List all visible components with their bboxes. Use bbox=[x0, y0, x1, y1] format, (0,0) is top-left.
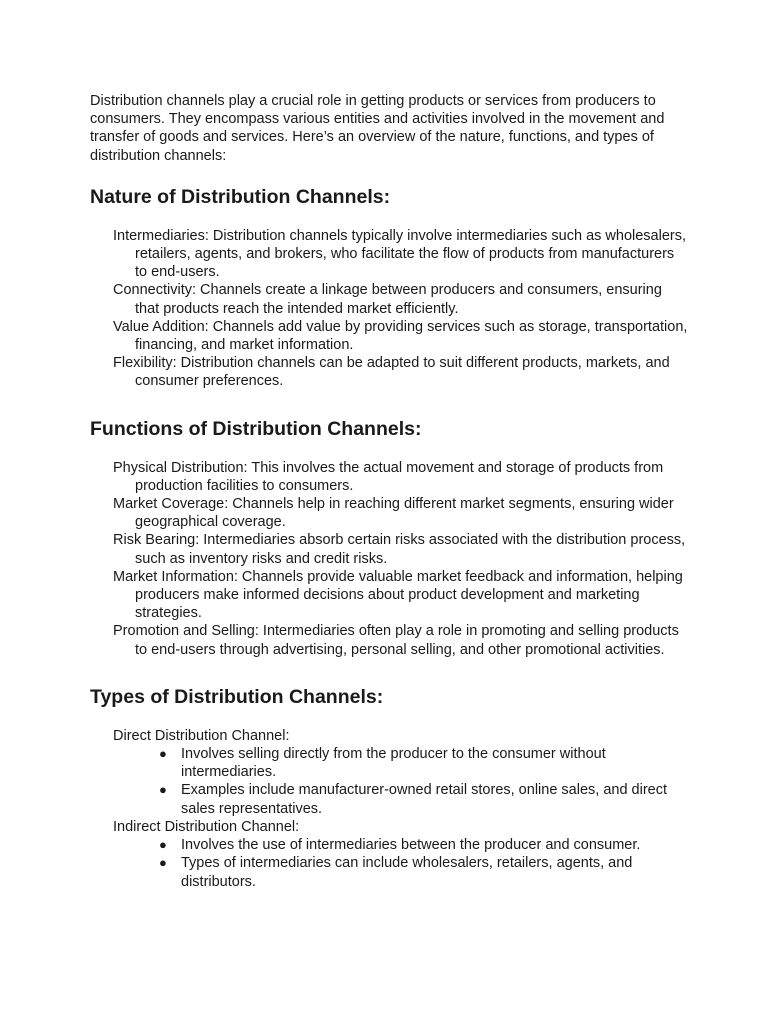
bullet-text: Types of intermediaries can include wholesalers, retailers, agents, and distributors. bbox=[181, 855, 633, 890]
nature-item-value-addition: Value Addition: Channels add value by providing services such as storage, transportation, financing, and market information. bbox=[113, 318, 688, 354]
bullet-icon: ● bbox=[159, 782, 167, 798]
indirect-channel-heading: Indirect Distribution Channel: bbox=[113, 818, 300, 835]
list-item bbox=[159, 781, 690, 817]
nature-item-connectivity: Connectivity: Channels create a linkage between producers and consumers, ensuring that products reach the intended market efficiently. bbox=[113, 282, 662, 317]
indirect-channel-bullets bbox=[90, 836, 690, 891]
section-title-functions: Functions of Distribution Channels: bbox=[90, 417, 422, 440]
bullet-icon: ● bbox=[159, 855, 167, 871]
bullet-icon: ● bbox=[159, 837, 167, 853]
nature-item-intermediaries: Intermediaries: Distribution channels typically involve intermediaries such as wholesalers, retailers, agents, and brokers, who facilitate the flow of products from manufacturers to end-users. bbox=[113, 227, 687, 281]
list-item bbox=[159, 854, 690, 890]
direct-channel-bullets bbox=[90, 745, 690, 818]
nature-item-flexibility: Flexibility: Distribution channels can be adapted to suit different products, markets, and consumer preferences. bbox=[113, 355, 670, 390]
bullet-text: Involves the use of intermediaries between the producer and consumer. bbox=[181, 837, 641, 854]
functions-list bbox=[90, 459, 690, 659]
section-title-nature: Nature of Distribution Channels: bbox=[90, 185, 391, 208]
intro-paragraph: Distribution channels play a crucial role in getting products or services from producers to consumers. They encompass various entities and activities involved in the movement and transfer of goods and services. Here’s an overview of the nature, functions, and types of distribution channels: bbox=[90, 93, 665, 164]
section-title-types: Types of Distribution Channels: bbox=[90, 685, 384, 708]
bullet-text: Examples include manufacturer-owned retail stores, online sales, and direct sales representatives. bbox=[181, 782, 667, 817]
function-item-promotion-selling: Promotion and Selling: Intermediaries often play a role in promoting and selling products to end-users through advertising, personal selling, and other promotional activities. bbox=[113, 623, 679, 658]
function-item-market-information: Market Information: Channels provide valuable market feedback and information, helping producers make informed decisions about product development and marketing strategies. bbox=[113, 568, 683, 622]
nature-list bbox=[90, 227, 690, 391]
document-page bbox=[90, 92, 690, 891]
list-item bbox=[159, 745, 690, 781]
function-item-physical-distribution: Physical Distribution: This involves the actual movement and storage of products from production facilities to consumers. bbox=[113, 459, 664, 494]
bullet-icon: ● bbox=[159, 746, 167, 762]
bullet-text: Involves selling directly from the producer to the consumer without intermediaries. bbox=[181, 746, 606, 781]
function-item-market-coverage: Market Coverage: Channels help in reaching different market segments, ensuring wider geographical coverage. bbox=[113, 496, 674, 531]
list-item bbox=[159, 836, 690, 854]
types-list bbox=[90, 727, 690, 891]
direct-channel-heading: Direct Distribution Channel: bbox=[113, 727, 290, 744]
function-item-risk-bearing: Risk Bearing: Intermediaries absorb certain risks associated with the distribution process, such as inventory risks and credit risks. bbox=[113, 532, 686, 567]
